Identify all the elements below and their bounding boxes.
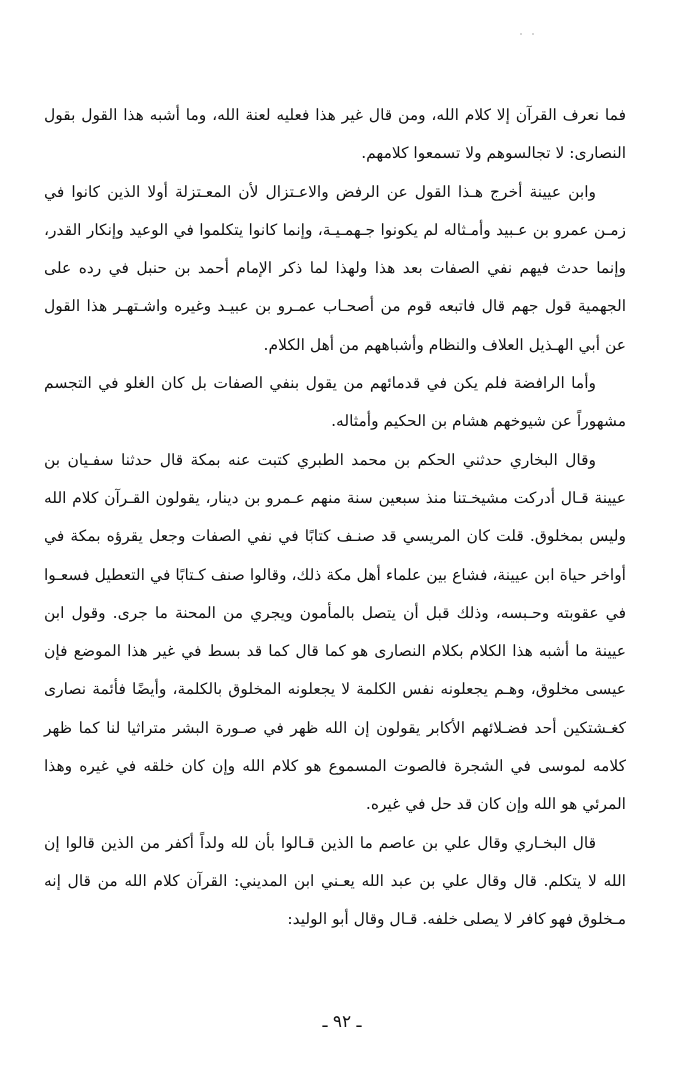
paragraph-2: وابن عيينة أخرج هـذا القول عن الرفض والاعـتزال لأن المعـتزلة أولا الذين كانوا في زمـن عمرو بن عـبيد وأمـثاله لم يكونوا جـهمـيـة، وإنما كانوا يتكلموا في الوعيد وإنكار القدر، وإنما حدث فيهم نفي الصفات بعد هذا ولهذا لما ذكر الإمام أحمد بن حنبل في رده على الجهمية قول جهم قال فاتبعه قوم من أصحـاب عمـرو بن عبيـد وغيره واشـتهـر هذا القول عن أبي الهـذيل العلاف والنظام وأشباههم من أهل الكلام. bbox=[44, 182, 626, 354]
paragraph-5: قال البخـاري وقال علي بن عاصم ما الذين قـالوا بأن لله ولداً أكفر من الذين قالوا إن الله لا يتكلم. قال وقال علي بن عبد الله يعـني ابن المديني: القرآن كلام الله من قال إنه مـخلوق فهو كافر لا يصلى خلفه. قـال وقال أبو الوليد: bbox=[44, 833, 626, 929]
scan-speck bbox=[532, 33, 534, 35]
body-text bbox=[44, 96, 626, 939]
scan-speck bbox=[520, 33, 522, 35]
page-number: ـ ٩٢ ـ bbox=[322, 1012, 362, 1032]
paragraph-1: فما نعرف القرآن إلا كلام الله، ومن قال غير هذا فعليه لعنة الله، وما أشبه هذا القول بقول النصارى: لا تجالسوهم ولا تسمعوا كلامهم. bbox=[44, 106, 626, 163]
paragraph-3: وأما الرافضة فلم يكن في قدمائهم من يقول بنفي الصفات بل كان الغلو في التجسم مشهوراً عن شيوخهم هشام بن الحكيم وأمثاله. bbox=[44, 374, 626, 431]
paragraph-4: وقال البخاري حدثني الحكم بن محمد الطبري كتبت عنه بمكة قال حدثنا سفـيان بن عيينة قـال أدركت مشيخـتنا منذ سبعين سنة منهم عـمرو بن دينار، يقولون القـرآن كلام الله وليس بمخلوق. قلت كان المريسي قد صنـف كتابًا في نفي الصفات وجعل يقرؤه بمكة في أواخر حياة ابن عيينة، فشاع بين علماء أهل مكة ذلك، وقالوا صنف كـتابًا في التعطيل فسعـوا في عقوبته وحـبسه، وذلك قبل أن يتصل بالمأمون ويجري من المحنة ما جرى. وقول ابن عيينة ما أشبه هذا الكلام بكلام النصارى هو كما قال كما قد بسط في غير هذا الموضع فإن عيسى مخلوق، وهـم يجعلونه نفس الكلمة لا يجعلونه المخلوق بالكلمة، وأيضًا فأئمة نصارى كغـشتكين أحد فضـلائهم الأكابر يقولون إن الله ظهر في صـورة البشر متراثيا لنا كما ظهر كلامه لموسى في الشجرة فالصوت المسموع هو كلام الله وإن كان خلقه في غيره وهذا المرئي هو الله وإن كان قد حل في غيره. bbox=[44, 450, 626, 814]
